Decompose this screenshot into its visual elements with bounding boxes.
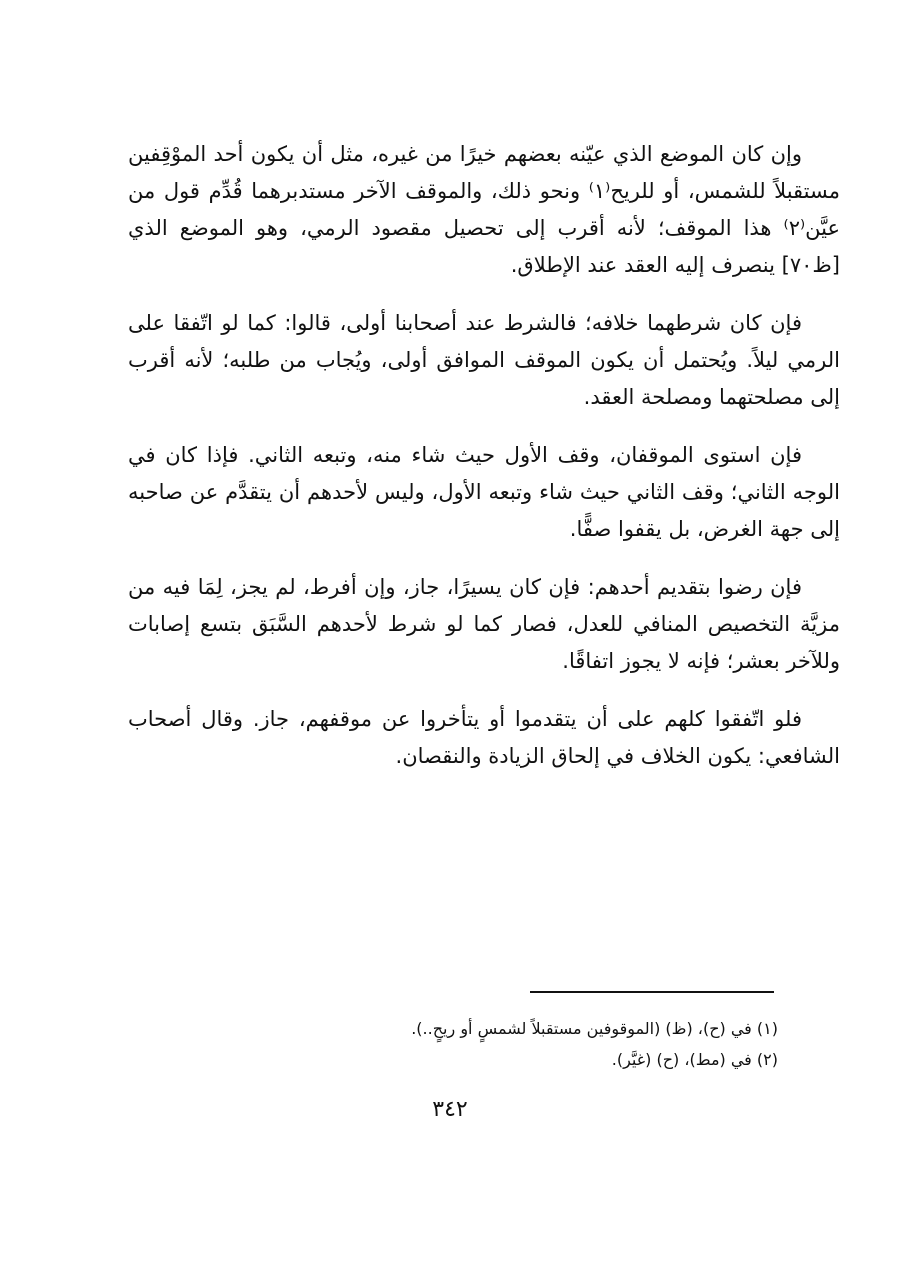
paragraph-4: فإن رضوا بتقديم أحدهم: فإن كان يسيرًا، جاز، وإن أفرط، لم يجز، لِمَا فيه من مزيَّة التخصيص المنافي للعدل، فصار كما لو شرط لأحدهم السَّبَق بتسع إصابات وللآخر بعشر؛ فإنه لا يجوز اتفاقًا. — [128, 575, 840, 673]
paragraph-3: فإن استوى الموقفان، وقف الأول حيث شاء منه، وتبعه الثاني. فإذا كان في الوجه الثاني؛ وقف الثاني حيث شاء وتبعه الأول، وليس لأحدهم أن يتقدَّم عن صاحبه إلى جهة الغرض، بل يقفوا صفًّا. — [128, 443, 840, 541]
footnote-separator — [530, 991, 774, 993]
paragraph-2: فإن كان شرطهما خلافه؛ فالشرط عند أصحابنا أولى، قالوا: كما لو اتّفقا على الرمي ليلاً. ويُحتمل أن يكون الموقف الموافق أولى، ويُجاب من طلبه؛ لأنه أقرب إلى مصلحتهما ومصلحة العقد. — [128, 311, 840, 409]
footnote-2: (٢) في (مط)، (ح) (غيَّر). — [611, 1050, 778, 1069]
page-number: ٣٤٢ — [432, 1097, 468, 1122]
footnote-1: (١) في (ح)، (ظ) (الموقوفين مستقبلاً لشمسٍ أو ريحٍ..). — [411, 1019, 778, 1038]
paragraph-5: فلو اتّفقوا كلهم على أن يتقدموا أو يتأخروا عن موقفهم، جاز. وقال أصحاب الشافعي: يكون الخلاف في إلحاق الزيادة والنقصان. — [128, 707, 840, 768]
footnotes — [128, 1013, 778, 1075]
main-text — [128, 136, 840, 796]
paragraph-1: وإن كان الموضع الذي عيّنه بعضهم خيرًا من غيره، مثل أن يكون أحد الموْقِفين مستقبلاً للشمس، أو للريح⁽١⁾ ونحو ذلك، والموقف الآخر مستدبرهما قُدِّم قول من عيَّن⁽٢⁾ هذا الموقف؛ لأنه أقرب إلى تحصيل مقصود الرمي، وهو الموضع الذي [ظ٧٠] ينصرف إليه العقد عند الإطلاق. — [128, 142, 840, 277]
